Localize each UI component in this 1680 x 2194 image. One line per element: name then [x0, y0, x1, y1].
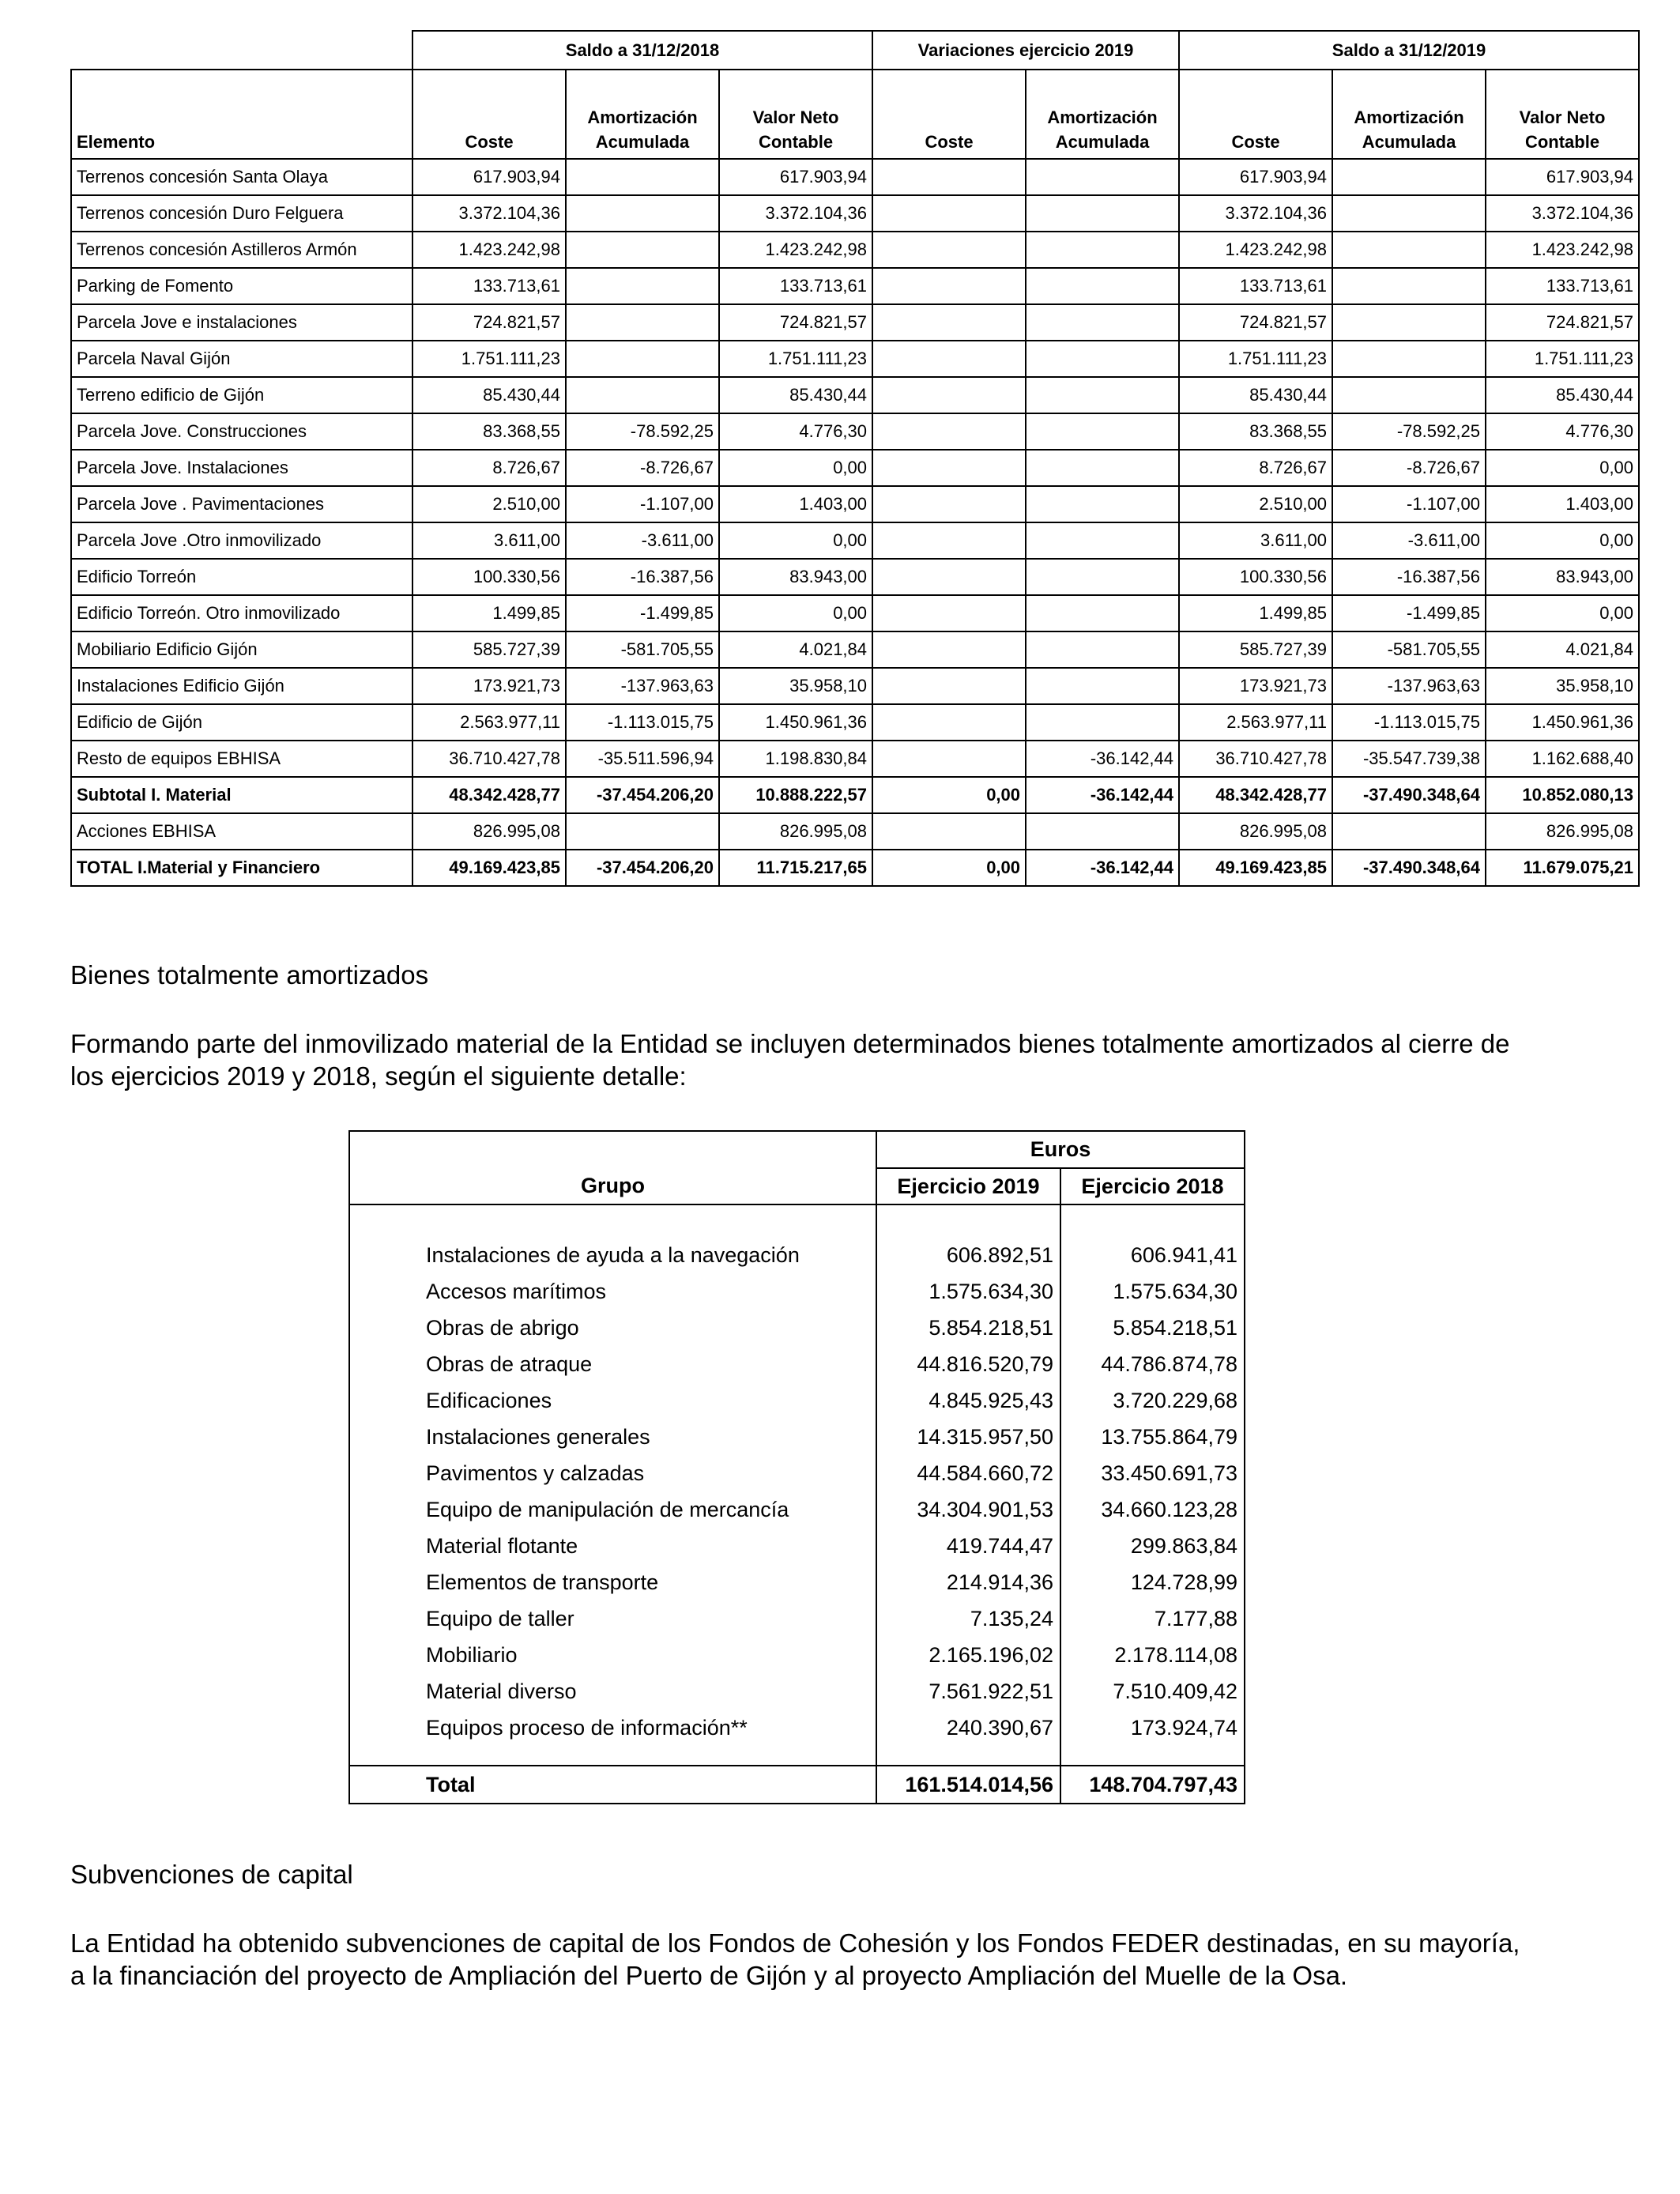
- ejercicio-2019-header: Ejercicio 2019: [876, 1168, 1060, 1204]
- bienes-amortizados-table: [348, 1130, 1245, 1804]
- table-cell: [872, 377, 1026, 413]
- table-row: [349, 1491, 1245, 1528]
- table-cell: [872, 595, 1026, 631]
- table-cell: 173.921,73: [1179, 668, 1332, 704]
- col-header-coste: Coste: [1179, 70, 1332, 159]
- table-cell: 1.403,00: [1486, 486, 1639, 522]
- ejercicio-2019-cell: 214.914,36: [876, 1564, 1060, 1600]
- ejercicio-2019-cell: 2.165.196,02: [876, 1637, 1060, 1673]
- table-cell: 10.888.222,57: [719, 777, 872, 813]
- table-row: [71, 268, 1639, 304]
- table-cell: 1.403,00: [719, 486, 872, 522]
- table-cell: [1026, 413, 1179, 450]
- ejercicio-2019-cell: 7.135,24: [876, 1600, 1060, 1637]
- table-row: [349, 1600, 1245, 1637]
- grupo-cell: Instalaciones generales: [426, 1424, 650, 1449]
- table-cell: [1332, 232, 1486, 268]
- table-row: [71, 232, 1639, 268]
- row-label: Acciones EBHISA: [71, 813, 412, 850]
- heading-bienes-amortizados: Bienes totalmente amortizados: [70, 960, 429, 990]
- table-cell: 3.611,00: [1179, 522, 1332, 559]
- table-cell: -1.499,85: [1332, 595, 1486, 631]
- table-cell: [1026, 522, 1179, 559]
- table-cell: -8.726,67: [566, 450, 719, 486]
- table-cell: [1026, 486, 1179, 522]
- euros-header: Euros: [876, 1131, 1245, 1168]
- table-cell: 3.372.104,36: [1179, 195, 1332, 232]
- table-cell: 8.726,67: [412, 450, 566, 486]
- total-2019: 161.514.014,56: [876, 1766, 1060, 1804]
- ejercicio-2018-header: Ejercicio 2018: [1060, 1168, 1245, 1204]
- grupo-cell: Equipos proceso de información**: [426, 1715, 748, 1740]
- grupo-header-blank: [349, 1131, 876, 1168]
- table-row: [71, 304, 1639, 341]
- table-row: [71, 595, 1639, 631]
- table-row: [71, 522, 1639, 559]
- table-cell: 1.751.111,23: [1486, 341, 1639, 377]
- table-cell: [872, 413, 1026, 450]
- table-cell: [566, 268, 719, 304]
- table-row: [71, 631, 1639, 668]
- table-cell: 85.430,44: [1486, 377, 1639, 413]
- table-cell: 1.751.111,23: [719, 341, 872, 377]
- table-cell: 10.852.080,13: [1486, 777, 1639, 813]
- table-cell: 173.921,73: [412, 668, 566, 704]
- table-cell: 1.499,85: [412, 595, 566, 631]
- table-cell: [1026, 595, 1179, 631]
- table-cell: 4.776,30: [1486, 413, 1639, 450]
- grupo-cell: Edificaciones: [426, 1388, 552, 1412]
- col-header-amortizacion: Amortización Acumulada: [1332, 70, 1486, 159]
- table-row: [349, 1564, 1245, 1600]
- table-cell: [1026, 813, 1179, 850]
- table-cell: 1.423.242,98: [1179, 232, 1332, 268]
- table-cell: 617.903,94: [719, 159, 872, 195]
- ejercicio-2019-cell: 5.854.218,51: [876, 1310, 1060, 1346]
- table-cell: [1026, 232, 1179, 268]
- table-cell: 617.903,94: [412, 159, 566, 195]
- table-cell: 36.710.427,78: [1179, 741, 1332, 777]
- table-cell: [1332, 341, 1486, 377]
- ejercicio-2019-cell: 7.561.922,51: [876, 1673, 1060, 1710]
- ejercicio-2019-cell: 419.744,47: [876, 1528, 1060, 1564]
- ejercicio-2018-cell: 2.178.114,08: [1060, 1637, 1245, 1673]
- table-cell: -137.963,63: [566, 668, 719, 704]
- table-row: [349, 1237, 1245, 1273]
- table-cell: [872, 522, 1026, 559]
- table-cell: [1026, 450, 1179, 486]
- ejercicio-2019-cell: 4.845.925,43: [876, 1382, 1060, 1419]
- table-cell: -36.142,44: [1026, 741, 1179, 777]
- row-label: Resto de equipos EBHISA: [71, 741, 412, 777]
- table-cell: -3.611,00: [566, 522, 719, 559]
- table-cell: [872, 159, 1026, 195]
- col-header-amortizacion: Amortización Acumulada: [1026, 70, 1179, 159]
- table-cell: 133.713,61: [719, 268, 872, 304]
- paragraph-subvenciones: La Entidad ha obtenido subvenciones de capital de los Fondos de Cohesión y los Fondos FEDER destinadas, en su mayoría, a la financiación del proyecto de Ampliación del Puerto de Gijón y al proyecto Ampliación del Muelle de la Osa.: [70, 1928, 1520, 1990]
- table-cell: 133.713,61: [1179, 268, 1332, 304]
- table-cell: [1026, 159, 1179, 195]
- ejercicio-2018-cell: 173.924,74: [1060, 1710, 1245, 1746]
- col-header-coste: Coste: [872, 70, 1026, 159]
- table-cell: 2.510,00: [412, 486, 566, 522]
- row-label: Parking de Fomento: [71, 268, 412, 304]
- table-cell: 724.821,57: [1486, 304, 1639, 341]
- table-row: [349, 1346, 1245, 1382]
- table-cell: [1332, 813, 1486, 850]
- row-label: Terrenos concesión Duro Felguera: [71, 195, 412, 232]
- table-cell: [566, 341, 719, 377]
- inmovilizado-table: [70, 30, 1640, 887]
- table-cell: -16.387,56: [566, 559, 719, 595]
- table-cell: 49.169.423,85: [412, 850, 566, 886]
- row-label: Parcela Jove .Otro inmovilizado: [71, 522, 412, 559]
- table-row: [349, 1419, 1245, 1455]
- table-cell: [872, 232, 1026, 268]
- table-cell: 3.372.104,36: [1486, 195, 1639, 232]
- table-row: [349, 1710, 1245, 1746]
- table-cell: 85.430,44: [719, 377, 872, 413]
- table-cell: -16.387,56: [1332, 559, 1486, 595]
- table-cell: -3.611,00: [1332, 522, 1486, 559]
- table-cell: [872, 486, 1026, 522]
- table-cell: 0,00: [719, 450, 872, 486]
- table-cell: -37.490.348,64: [1332, 777, 1486, 813]
- table-row: [71, 850, 1639, 886]
- ejercicio-2018-cell: 299.863,84: [1060, 1528, 1245, 1564]
- table-cell: 85.430,44: [1179, 377, 1332, 413]
- table-cell: -78.592,25: [1332, 413, 1486, 450]
- table-cell: 35.958,10: [719, 668, 872, 704]
- table-cell: [1026, 377, 1179, 413]
- row-label: Parcela Naval Gijón: [71, 341, 412, 377]
- table-cell: 1.751.111,23: [412, 341, 566, 377]
- row-label: Terrenos concesión Astilleros Armón: [71, 232, 412, 268]
- row-label: Edificio de Gijón: [71, 704, 412, 741]
- table-cell: 724.821,57: [1179, 304, 1332, 341]
- col-header-valor-neto: Valor Neto Contable: [1486, 70, 1639, 159]
- table-cell: 0,00: [719, 522, 872, 559]
- row-label: Terrenos concesión Santa Olaya: [71, 159, 412, 195]
- ejercicio-2018-cell: 34.660.123,28: [1060, 1491, 1245, 1528]
- table-cell: [1332, 377, 1486, 413]
- table-row: [349, 1637, 1245, 1673]
- grupo-cell: Obras de atraque: [426, 1351, 593, 1376]
- table-cell: -1.107,00: [1332, 486, 1486, 522]
- table-cell: 1.162.688,40: [1486, 741, 1639, 777]
- table-row: [71, 559, 1639, 595]
- table-cell: 3.611,00: [412, 522, 566, 559]
- table-cell: [872, 631, 1026, 668]
- table-cell: 1.423.242,98: [719, 232, 872, 268]
- table-cell: 48.342.428,77: [412, 777, 566, 813]
- table-cell: 1.450.961,36: [1486, 704, 1639, 741]
- table-row: [349, 1455, 1245, 1491]
- table-row: [71, 377, 1639, 413]
- grupo-cell: Material flotante: [426, 1533, 578, 1558]
- table-cell: 4.021,84: [1486, 631, 1639, 668]
- total-label: Total: [349, 1766, 876, 1804]
- table-cell: -581.705,55: [1332, 631, 1486, 668]
- table-cell: 0,00: [872, 777, 1026, 813]
- table-cell: -1.499,85: [566, 595, 719, 631]
- table-cell: [872, 704, 1026, 741]
- table-cell: [1332, 195, 1486, 232]
- grupo-cell: Material diverso: [426, 1679, 577, 1703]
- corner-cell: [71, 31, 412, 70]
- table-cell: [872, 813, 1026, 850]
- table-cell: -37.490.348,64: [1332, 850, 1486, 886]
- group-header-2018: Saldo a 31/12/2018: [412, 31, 872, 70]
- table-row: [71, 741, 1639, 777]
- grupo-cell: Equipo de manipulación de mercancía: [426, 1497, 789, 1521]
- table-cell: [1026, 704, 1179, 741]
- table-cell: -1.113.015,75: [566, 704, 719, 741]
- table-cell: 1.450.961,36: [719, 704, 872, 741]
- table-row: [71, 195, 1639, 232]
- table-cell: [872, 268, 1026, 304]
- table-cell: 4.021,84: [719, 631, 872, 668]
- group-header-2019: Saldo a 31/12/2019: [1179, 31, 1639, 70]
- table-cell: [566, 195, 719, 232]
- table-row: [349, 1528, 1245, 1564]
- table-cell: [566, 159, 719, 195]
- spacer-row: [349, 1746, 1245, 1766]
- table-cell: [872, 559, 1026, 595]
- ejercicio-2018-cell: 3.720.229,68: [1060, 1382, 1245, 1419]
- ejercicio-2019-cell: 14.315.957,50: [876, 1419, 1060, 1455]
- group-header-row: [71, 31, 1639, 70]
- row-label: Parcela Jove e instalaciones: [71, 304, 412, 341]
- table-cell: [1026, 341, 1179, 377]
- table-cell: 83.943,00: [1486, 559, 1639, 595]
- table-cell: 100.330,56: [412, 559, 566, 595]
- table-cell: 85.430,44: [412, 377, 566, 413]
- table-cell: -37.454.206,20: [566, 777, 719, 813]
- ejercicio-2018-cell: 1.575.634,30: [1060, 1273, 1245, 1310]
- table-row: [349, 1273, 1245, 1310]
- col-header-valor-neto: Valor Neto Contable: [719, 70, 872, 159]
- table-cell: 83.368,55: [1179, 413, 1332, 450]
- ejercicio-2018-cell: 13.755.864,79: [1060, 1419, 1245, 1455]
- col-header-amortizacion: Amortización Acumulada: [566, 70, 719, 159]
- total-2018: 148.704.797,43: [1060, 1766, 1245, 1804]
- table-cell: 0,00: [1486, 522, 1639, 559]
- ejercicio-2019-cell: 606.892,51: [876, 1237, 1060, 1273]
- table-cell: [1332, 268, 1486, 304]
- table-cell: 133.713,61: [412, 268, 566, 304]
- table-cell: -78.592,25: [566, 413, 719, 450]
- grupo-cell: Elementos de transporte: [426, 1570, 659, 1594]
- table-cell: [872, 195, 1026, 232]
- table-row: [71, 450, 1639, 486]
- column-header-row: [349, 1168, 1245, 1204]
- table-cell: [566, 304, 719, 341]
- row-label: Instalaciones Edificio Gijón: [71, 668, 412, 704]
- table-cell: [566, 232, 719, 268]
- row-label: Parcela Jove. Instalaciones: [71, 450, 412, 486]
- table-row: [71, 159, 1639, 195]
- row-label: Edificio Torreón. Otro inmovilizado: [71, 595, 412, 631]
- ejercicio-2019-cell: 240.390,67: [876, 1710, 1060, 1746]
- table-cell: [872, 304, 1026, 341]
- table-cell: 3.372.104,36: [412, 195, 566, 232]
- table-cell: 617.903,94: [1179, 159, 1332, 195]
- table-cell: 1.423.242,98: [1486, 232, 1639, 268]
- spacer-row: [349, 1204, 1245, 1237]
- table-cell: 1.423.242,98: [412, 232, 566, 268]
- grupo-cell: Mobiliario: [426, 1642, 518, 1667]
- paragraph-bienes-amortizados: Formando parte del inmovilizado material de la Entidad se incluyen determinados bienes totalmente amortizados al cierre de los ejercicios 2019 y 2018, según el siguiente detalle:: [70, 1029, 1510, 1091]
- table-cell: [872, 741, 1026, 777]
- ejercicio-2019-cell: 44.584.660,72: [876, 1455, 1060, 1491]
- table-cell: 11.679.075,21: [1486, 850, 1639, 886]
- ejercicio-2019-cell: 44.816.520,79: [876, 1346, 1060, 1382]
- table-cell: -1.107,00: [566, 486, 719, 522]
- table-cell: [872, 341, 1026, 377]
- row-label: Edificio Torreón: [71, 559, 412, 595]
- ejercicio-2018-cell: 7.510.409,42: [1060, 1673, 1245, 1710]
- table-row: [71, 413, 1639, 450]
- table-cell: [566, 813, 719, 850]
- table-cell: -581.705,55: [566, 631, 719, 668]
- table-row: [71, 777, 1639, 813]
- grupo-cell: Accesos marítimos: [426, 1279, 607, 1303]
- column-header-row: [71, 70, 1639, 159]
- table-cell: 585.727,39: [412, 631, 566, 668]
- table-cell: 36.710.427,78: [412, 741, 566, 777]
- table-cell: 0,00: [719, 595, 872, 631]
- table-cell: -137.963,63: [1332, 668, 1486, 704]
- table-cell: 11.715.217,65: [719, 850, 872, 886]
- table-cell: 3.372.104,36: [719, 195, 872, 232]
- table-cell: -1.113.015,75: [1332, 704, 1486, 741]
- table-cell: 4.776,30: [719, 413, 872, 450]
- table-cell: 133.713,61: [1486, 268, 1639, 304]
- table-cell: 83.368,55: [412, 413, 566, 450]
- ejercicio-2018-cell: 7.177,88: [1060, 1600, 1245, 1637]
- row-label: TOTAL I.Material y Financiero: [71, 850, 412, 886]
- table-row: [71, 813, 1639, 850]
- table-cell: [1026, 559, 1179, 595]
- table-row: [349, 1310, 1245, 1346]
- col-header-elemento: Elemento: [71, 70, 412, 159]
- table-cell: [1026, 668, 1179, 704]
- table-cell: -37.454.206,20: [566, 850, 719, 886]
- table-cell: [1332, 304, 1486, 341]
- euros-header-row: [349, 1131, 1245, 1168]
- table-cell: 826.995,08: [1486, 813, 1639, 850]
- table-cell: 0,00: [1486, 450, 1639, 486]
- table-cell: 83.943,00: [719, 559, 872, 595]
- ejercicio-2018-cell: 606.941,41: [1060, 1237, 1245, 1273]
- grupo-cell: Instalaciones de ayuda a la navegación: [426, 1242, 800, 1267]
- table-row: [349, 1673, 1245, 1710]
- table-row: [71, 704, 1639, 741]
- row-label: Parcela Jove . Pavimentaciones: [71, 486, 412, 522]
- table-cell: 585.727,39: [1179, 631, 1332, 668]
- table-cell: [1026, 631, 1179, 668]
- table-cell: -36.142,44: [1026, 777, 1179, 813]
- total-row: [349, 1766, 1245, 1804]
- table-cell: 1.751.111,23: [1179, 341, 1332, 377]
- ejercicio-2019-cell: 34.304.901,53: [876, 1491, 1060, 1528]
- table-cell: -36.142,44: [1026, 850, 1179, 886]
- table-cell: [1026, 304, 1179, 341]
- table-cell: 826.995,08: [719, 813, 872, 850]
- ejercicio-2018-cell: 124.728,99: [1060, 1564, 1245, 1600]
- table-row: [71, 668, 1639, 704]
- grupo-cell: Pavimentos y calzadas: [426, 1461, 645, 1485]
- row-label: Terreno edificio de Gijón: [71, 377, 412, 413]
- table-cell: 8.726,67: [1179, 450, 1332, 486]
- table-cell: 100.330,56: [1179, 559, 1332, 595]
- table-cell: 826.995,08: [1179, 813, 1332, 850]
- table-cell: 1.198.830,84: [719, 741, 872, 777]
- table-cell: 826.995,08: [412, 813, 566, 850]
- table-cell: [1026, 268, 1179, 304]
- row-label: Parcela Jove. Construcciones: [71, 413, 412, 450]
- row-label: Mobiliario Edificio Gijón: [71, 631, 412, 668]
- table-cell: 35.958,10: [1486, 668, 1639, 704]
- table-cell: [566, 377, 719, 413]
- table-cell: 2.510,00: [1179, 486, 1332, 522]
- ejercicio-2018-cell: 33.450.691,73: [1060, 1455, 1245, 1491]
- col-header-coste: Coste: [412, 70, 566, 159]
- table-cell: 2.563.977,11: [412, 704, 566, 741]
- ejercicio-2018-cell: 5.854.218,51: [1060, 1310, 1245, 1346]
- table-cell: [1332, 159, 1486, 195]
- table-cell: 48.342.428,77: [1179, 777, 1332, 813]
- table-row: [349, 1382, 1245, 1419]
- table-cell: [872, 450, 1026, 486]
- table-cell: 2.563.977,11: [1179, 704, 1332, 741]
- table-cell: 0,00: [872, 850, 1026, 886]
- grupo-cell: Equipo de taller: [426, 1606, 574, 1630]
- table-cell: [1026, 195, 1179, 232]
- group-header-variaciones: Variaciones ejercicio 2019: [872, 31, 1179, 70]
- grupo-cell: Obras de abrigo: [426, 1315, 579, 1340]
- grupo-header: Grupo: [349, 1168, 876, 1204]
- table-row: [71, 341, 1639, 377]
- ejercicio-2019-cell: 1.575.634,30: [876, 1273, 1060, 1310]
- heading-subvenciones: Subvenciones de capital: [70, 1860, 353, 1889]
- table-cell: 724.821,57: [412, 304, 566, 341]
- table-row: [71, 486, 1639, 522]
- row-label: Subtotal I. Material: [71, 777, 412, 813]
- ejercicio-2018-cell: 44.786.874,78: [1060, 1346, 1245, 1382]
- table-cell: 49.169.423,85: [1179, 850, 1332, 886]
- table-cell: -35.511.596,94: [566, 741, 719, 777]
- table-cell: 724.821,57: [719, 304, 872, 341]
- table-cell: 0,00: [1486, 595, 1639, 631]
- table-cell: 617.903,94: [1486, 159, 1639, 195]
- table-cell: 1.499,85: [1179, 595, 1332, 631]
- table-cell: [872, 668, 1026, 704]
- table-cell: -8.726,67: [1332, 450, 1486, 486]
- table-cell: -35.547.739,38: [1332, 741, 1486, 777]
